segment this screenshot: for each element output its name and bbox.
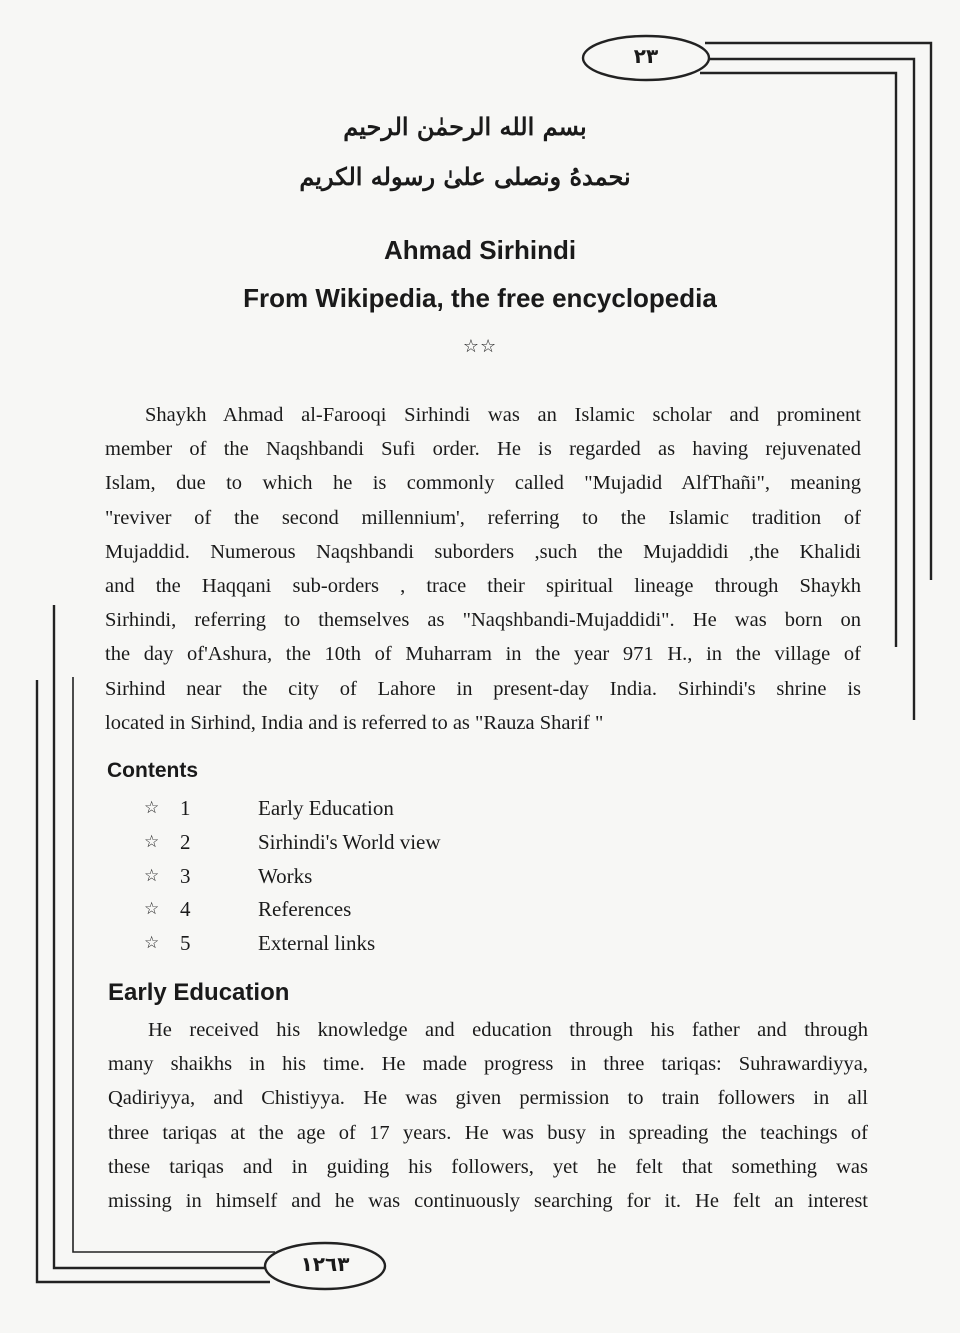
text-line: Islam, due to which he is commonly called "Mujadid AlfThañi", meaning bbox=[105, 472, 861, 495]
toc-number: 3 bbox=[180, 863, 191, 888]
toc-item[interactable] bbox=[140, 893, 540, 927]
page-title: Ahmad Sirhindi bbox=[383, 235, 577, 265]
toc-item[interactable] bbox=[140, 826, 540, 860]
contents-heading: Contents bbox=[107, 759, 198, 782]
text-line: "reviver of the second millennium', referring to the Islamic tradition of bbox=[105, 506, 861, 529]
star-icon: ☆ bbox=[144, 798, 160, 818]
page-number-bottom: ١٢٦٣ bbox=[300, 1252, 350, 1276]
text-line: the day of'Ashura, the 10th of Muharram in the year 971 H., in the village of bbox=[105, 643, 861, 666]
text-line: missing in himself and he was continuously searching for it. He felt an interest bbox=[108, 1189, 868, 1212]
intro-paragraph bbox=[105, 398, 861, 740]
toc-item[interactable] bbox=[140, 792, 540, 826]
text-line: Sirhindi, referring to themselves as "Naqshbandi-Mujaddidi". He was born on bbox=[105, 609, 861, 632]
text-line: Qadiriyya, and Chistiyya. He was given permission to train followers in all bbox=[108, 1087, 868, 1110]
text-line: Mujaddid. Numerous Naqshbandi suborders ,such the Mujaddidi ,the Khalidi bbox=[105, 540, 861, 563]
table-of-contents bbox=[140, 792, 540, 961]
star-ornament-icon: ☆☆ bbox=[462, 336, 498, 357]
toc-label[interactable]: Sirhindi's World view bbox=[258, 829, 441, 854]
toc-label[interactable]: External links bbox=[258, 931, 376, 956]
toc-item[interactable] bbox=[140, 860, 540, 894]
star-icon: ☆ bbox=[144, 831, 160, 852]
star-icon: ☆ bbox=[144, 865, 160, 886]
toc-label[interactable]: Early Education bbox=[258, 796, 394, 820]
text-line: these tariqas and in guiding his followers, yet he felt that something was bbox=[108, 1155, 868, 1178]
text-line: three tariqas at the age of 17 years. He was busy in spreading the teachings of bbox=[108, 1121, 868, 1144]
star-icon: ☆ bbox=[144, 899, 160, 920]
text-line: Shaykh Ahmad al-Farooqi Sirhindi was an Islamic scholar and prominent bbox=[145, 404, 861, 426]
text-line: Sirhind near the city of Lahore in present-day India. Sirhindi's shrine is bbox=[105, 677, 861, 700]
early-education-heading: Early Education bbox=[108, 979, 290, 1006]
toc-item[interactable] bbox=[140, 927, 540, 961]
text-line: and the Haqqani sub-orders , trace their spiritual lineage through Shaykh bbox=[105, 574, 861, 597]
toc-label[interactable]: Works bbox=[258, 863, 313, 888]
text-line: member of the Naqshbandi Sufi order. He is regarded as having rejuvenated bbox=[105, 438, 861, 461]
arabic-salutation: نحمدهُ ونصلى علىٰ رسوله الكريم bbox=[299, 162, 631, 191]
toc-number: 1 bbox=[180, 796, 191, 820]
toc-number: 2 bbox=[180, 829, 191, 854]
toc-number: 5 bbox=[180, 931, 191, 956]
toc-number: 4 bbox=[180, 897, 191, 922]
arabic-basmala: بسم الله الرحمٰن الرحيم bbox=[343, 112, 587, 141]
text-line: many shaikhs in his time. He made progress in three tariqas: Suhrawardiyya, bbox=[108, 1053, 868, 1076]
early-education-paragraph bbox=[108, 1013, 868, 1218]
star-icon: ☆ bbox=[144, 933, 160, 954]
toc-label[interactable]: References bbox=[258, 897, 352, 922]
text-line: located in Sirhind, India and is referred to as "Rauza Sharif " bbox=[105, 711, 604, 734]
text-line: He received his knowledge and education through his father and through bbox=[148, 1019, 868, 1041]
page-number-top: ٢٣ bbox=[633, 44, 659, 68]
page-subtitle: From Wikipedia, the free encyclopedia bbox=[243, 283, 717, 313]
